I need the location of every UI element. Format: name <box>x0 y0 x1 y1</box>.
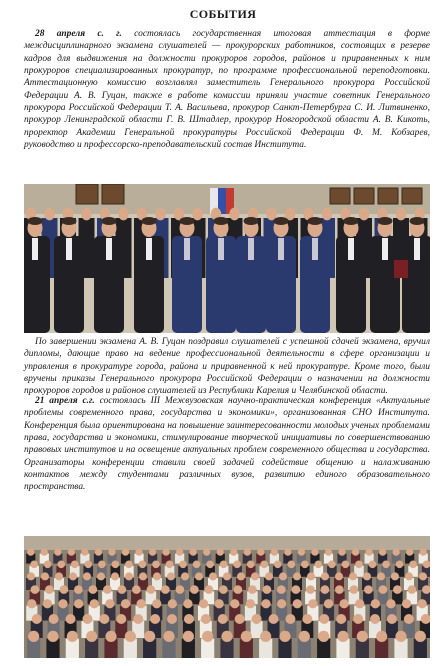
group-photo-conference-drawing <box>24 536 430 658</box>
photo-caption: По завершении экзамена А. В. Гуцан поздравил слушателей с успешной сдачей экзамена, вручил дипломы, дающие право на ведение профессиональной деятельности в сфере организации и управления в прокуратуре города, района и приравненной к ней прокуратуре. Кроме того, были вручены приказы Генерального прокурора Российской Федерации о назначении на должности прокуроров городов и районов слушателей из Республики Карелия и Челябинской области. <box>24 337 430 397</box>
section-heading: СОБЫТИЯ <box>189 7 257 21</box>
article-1-text: состоялась государственная итоговая аттестация в форме междисциплинарного экзамена слушателей — прокурорских работников, состоящих в резерве кадров для выдвижения на должности прокуроров городов, районов и приравненных к ним прокуроров специализированных прокуратур, по программе профессиональной переподготовки. Аттестационную комиссию возглавлял заместитель Генерального прокурора Российской Федерации А. В. Гуцан, также в работе комиссии приняли участие советник Генерального прокурора Российской Федерации Т. А. Васильева, прокурор Санкт-Петербурга С. И. Литвиненко, прокурор Ленинградской области Г. В. Штадлер, прокурор Новгородской области А. В. Кикоть, проректор Академии Генеральной прокуратуры Российской Федерации Ф. М. Кобзарев, руководство и профессорско-преподавательский состав Института. <box>24 29 430 151</box>
group-photo-conference <box>24 536 430 658</box>
article-1-paragraph <box>24 28 430 151</box>
article-2-paragraph <box>24 395 430 494</box>
article-2-text: состоялась III Межвузовская научно-практическая конференция «Актуальные проблемы современного права, государства и экономики», организованная СНО Института. Конференция была ориентирована на повышение заинтересованности молодых ученых проблемами права, государства и экономики, стимулирование творческой инициативы по совершенствованию правовых институтов и на освещение актуальных проблем современного общества и государства. Организаторы конференции ставили своей задачей содействие общению и налаживанию контактов между студентами различных вузов, развитию единого образовательного пространства. <box>24 396 430 493</box>
article-1-date: 28 апреля с. г. <box>35 29 122 39</box>
group-photo-prosecutors-drawing <box>24 184 430 333</box>
group-photo-prosecutors <box>24 184 430 333</box>
article-2-date: 21 апреля с.г. <box>35 396 95 406</box>
